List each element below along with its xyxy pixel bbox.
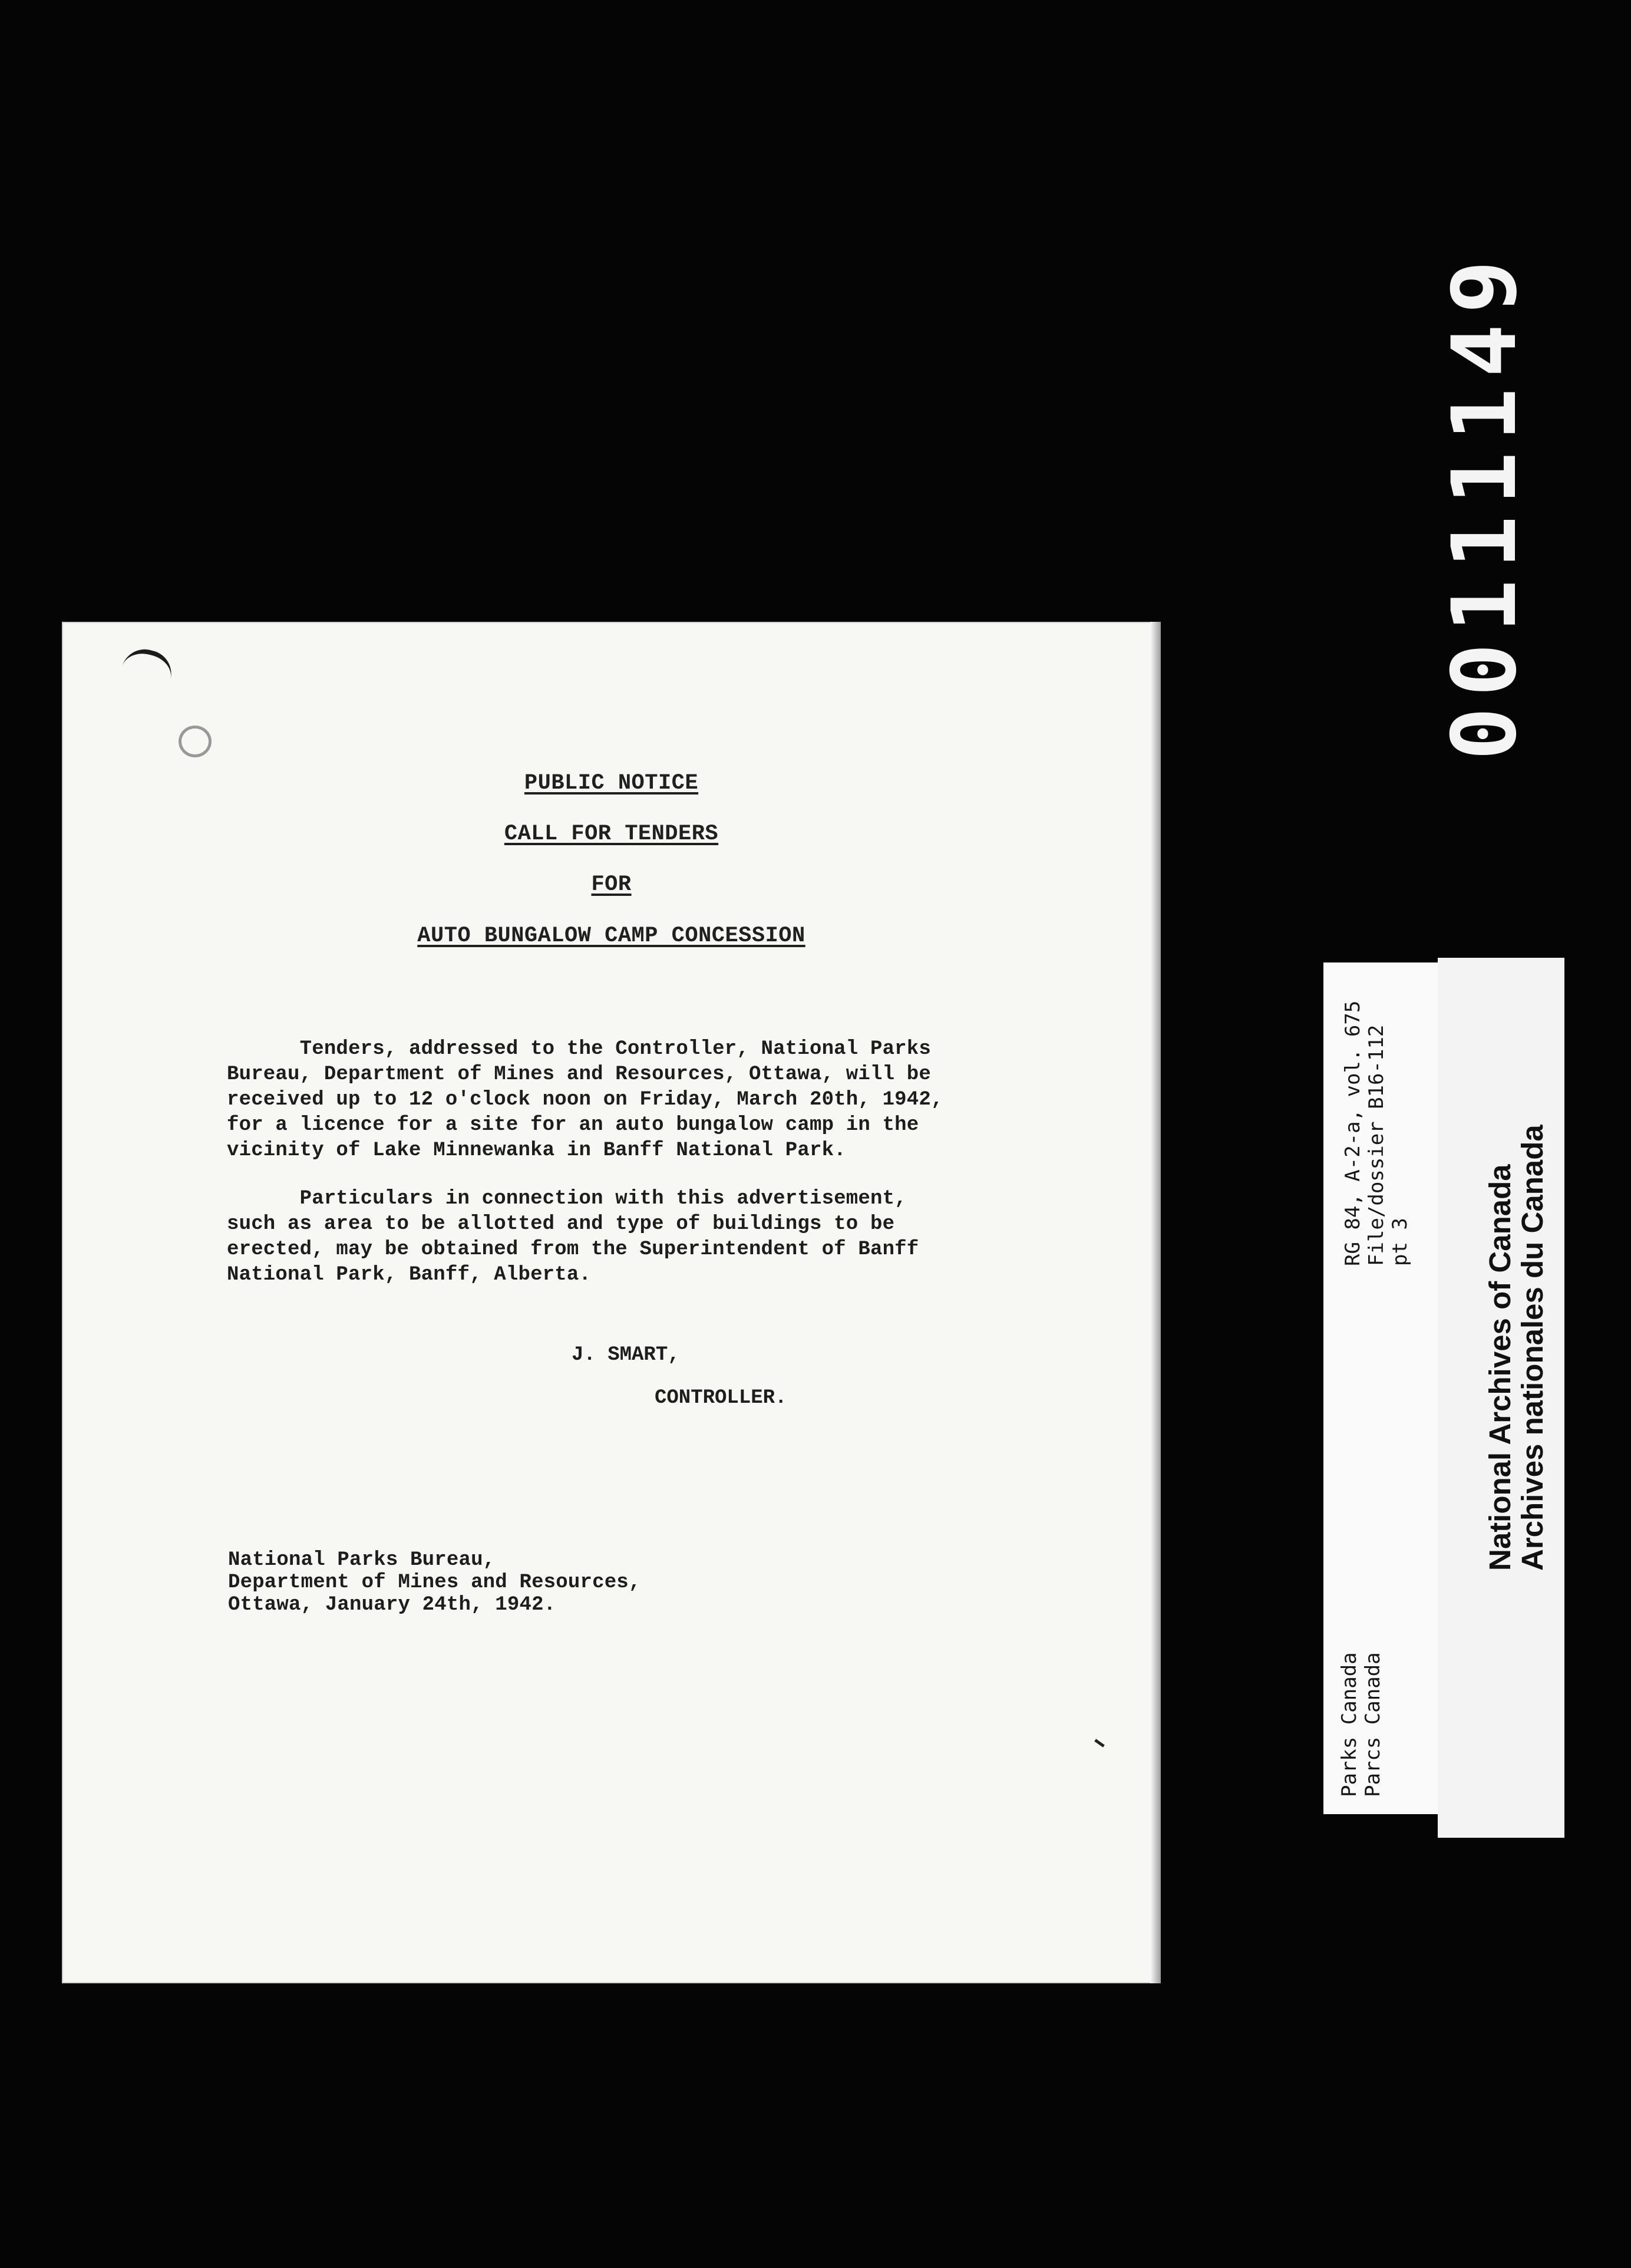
concession-heading: AUTO BUNGALOW CAMP CONCESSION (417, 924, 805, 948)
tender-details-paragraph: Tenders, addressed to the Controller, National Parks Bureau, Department of Mines and Resources, Ottawa, will be received up to 12 o'clock noon on Friday, March 20th, 1942, for a licence for a site for an auto bungalow camp in the vicinity of Lake Minnewanka in Banff National Park. (227, 1038, 943, 1162)
particulars-paragraph: Particulars in connection with this advertisement, such as area to be allotted and type of buildings to be erected, may be obtained from the Superintendent of Banff National Park, Banff, Alberta. (227, 1188, 919, 1286)
for-heading: FOR (591, 872, 632, 897)
microfilm-frame-number: 00111149 (1434, 249, 1536, 760)
public-notice-heading: PUBLIC NOTICE (524, 771, 699, 796)
archival-reference: RG 84, A-2-a, vol. 675 File/dossier B16-112 pt 3 (1341, 1000, 1412, 1266)
punched-hole (179, 726, 212, 757)
agency-name: Parks Canada Parcs Canada (1338, 1652, 1385, 1797)
public-notice-document (62, 622, 1161, 1983)
signature-name: J. SMART, (572, 1344, 680, 1366)
call-for-tenders-heading: CALL FOR TENDERS (504, 822, 719, 846)
national-archives-label (1438, 958, 1564, 1838)
dust-mark (1094, 1739, 1105, 1747)
paper-mark (121, 644, 176, 683)
issuing-office-footer: National Parks Bureau, Department of Mines and Resources, Ottawa, January 24th, 1942. (228, 1549, 641, 1616)
national-archives-name: National Archives of Canada Archives nationales du Canada (1483, 1125, 1549, 1571)
signature-title: CONTROLLER. (655, 1387, 787, 1409)
archival-reference-label (1323, 962, 1444, 1814)
